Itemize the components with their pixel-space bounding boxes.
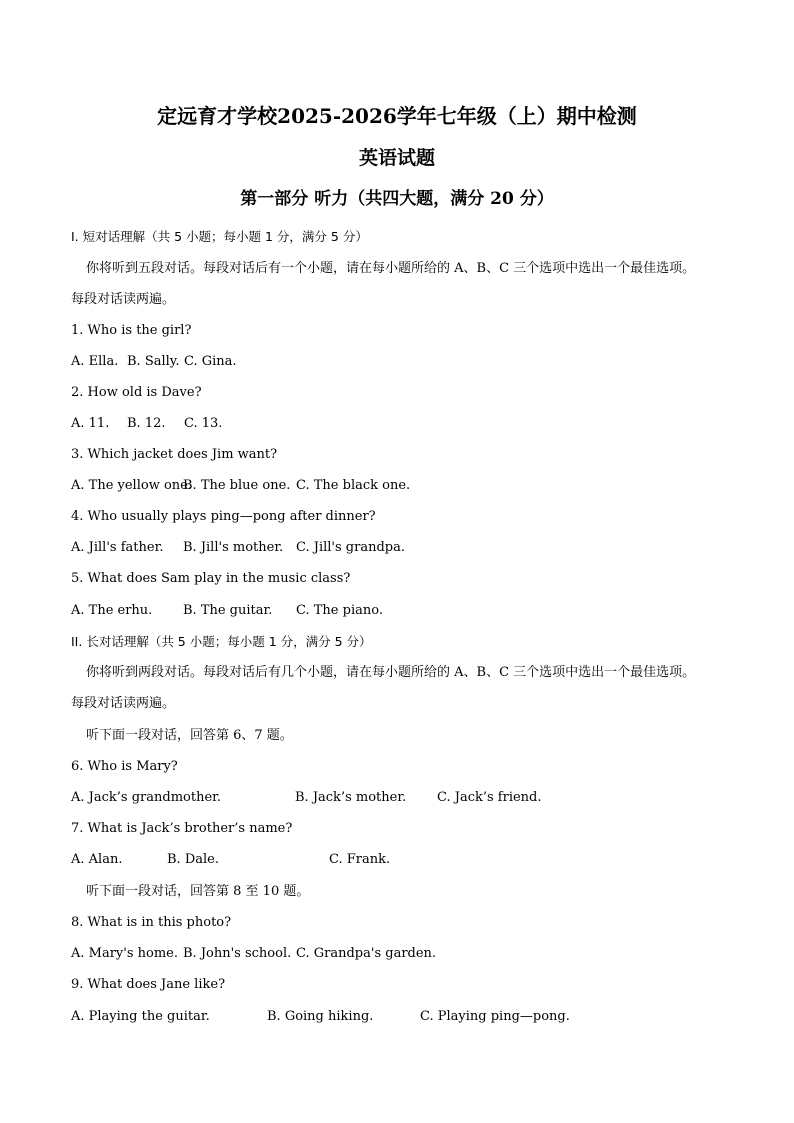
section-1-instruction: 你将听到五段对话。每段对话后有一个小题，请在每小题所给的 A、B、C 三个选项中选出一个最佳选项。 [86, 261, 696, 276]
option-a: A. Jill's father. [71, 540, 164, 555]
dialogue-2-intro: 听下面一段对话，回答第 8 至 10 题。 [86, 884, 310, 899]
option-a: A. Alan. [71, 852, 123, 867]
option-b: B. John's school. [183, 946, 292, 961]
option-a: A. Mary's home. [71, 946, 179, 961]
option-c: C. Gina. [184, 354, 237, 369]
question-8: 8. What is in this photo? [71, 915, 232, 930]
option-c: C. The piano. [296, 603, 383, 618]
question-2: 2. How old is Dave? [71, 385, 202, 400]
question-1: 1. Who is the girl? [71, 323, 192, 338]
section-2-instruction-cont: 每段对话读两遍。 [71, 696, 176, 711]
option-b: B. Dale. [167, 852, 219, 867]
exam-title: 定远育才学校2025-2026学年七年级（上）期中检测 [157, 104, 637, 128]
option-c: C. 13. [184, 416, 223, 431]
option-a: A. Jack’s grandmother. [71, 790, 222, 805]
option-b: B. The blue one. [183, 478, 291, 493]
option-c: C. The black one. [296, 478, 411, 493]
option-b: B. Sally. [127, 354, 180, 369]
option-b: B. Going hiking. [267, 1009, 374, 1024]
section-2-instruction: 你将听到两段对话。每段对话后有几个小题，请在每小题所给的 A、B、C 三个选项中选出一个最佳选项。 [86, 665, 696, 680]
option-b: B. The guitar. [183, 603, 273, 618]
option-b: B. 12. [127, 416, 166, 431]
option-c: C. Frank. [329, 852, 391, 867]
question-5: 5. What does Sam play in the music class? [71, 571, 351, 586]
exam-subtitle: 英语试题 [358, 147, 435, 169]
option-c: C. Grandpa's garden. [296, 946, 437, 961]
question-6: 6. Who is Mary? [71, 759, 178, 774]
question-3: 3. Which jacket does Jim want? [71, 447, 278, 462]
option-a: A. The yellow one. [71, 478, 192, 493]
option-c: C. Playing ping—pong. [420, 1009, 570, 1024]
option-c: C. Jack’s friend. [437, 790, 542, 805]
option-c: C. Jill's grandpa. [296, 540, 405, 555]
option-a: A. The erhu. [71, 603, 153, 618]
section-1-heading: I. 短对话理解（共 5 小题；每小题 1 分，满分 5 分） [71, 229, 368, 244]
option-b: B. Jill's mother. [183, 540, 284, 555]
dialogue-1-intro: 听下面一段对话，回答第 6、7 题。 [86, 728, 293, 743]
option-a: A. Playing the guitar. [71, 1009, 210, 1024]
section-2-heading: II. 长对话理解（共 5 小题；每小题 1 分，满分 5 分） [71, 634, 372, 649]
part-heading: 第一部分 听力（共四大题，满分 20 分） [240, 189, 554, 209]
question-9: 9. What does Jane like? [71, 977, 226, 992]
question-7: 7. What is Jack’s brother’s name? [71, 821, 293, 836]
question-4: 4. Who usually plays ping—pong after dinner? [71, 509, 376, 524]
section-1-instruction-cont: 每段对话读两遍。 [71, 292, 176, 307]
option-a: A. Ella. [71, 354, 119, 369]
option-a: A. 11. [71, 416, 110, 431]
option-b: B. Jack’s mother. [295, 790, 407, 805]
